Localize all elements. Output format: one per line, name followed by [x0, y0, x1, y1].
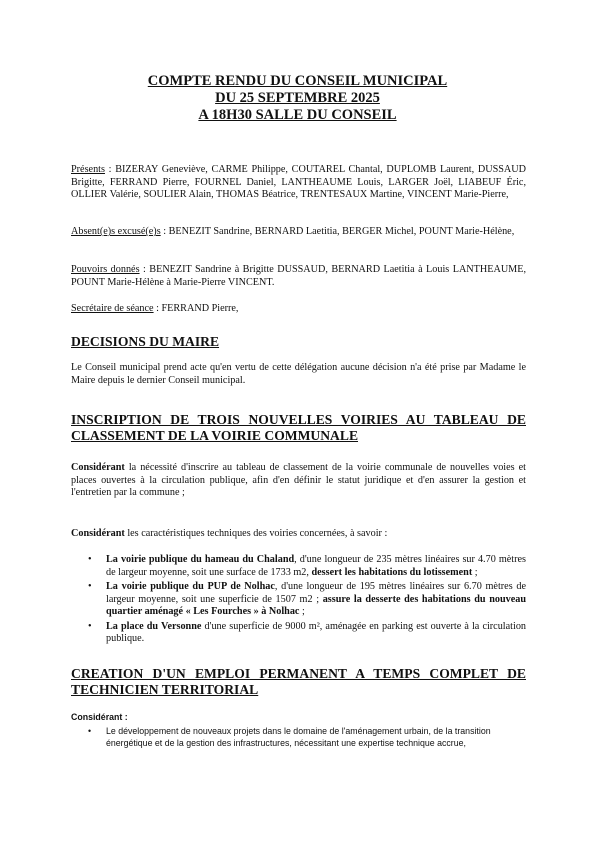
voiries-list [71, 554, 526, 646]
proxies [71, 264, 526, 289]
present-label: Présents [71, 164, 105, 175]
heading-decisions: DECISIONS DU MAIRE [71, 334, 220, 349]
heading-voiries: INSCRIPTION DE TROIS NOUVELLES VOIRIES AU TABLEAU DE CLASSEMENT DE LA VOIRIE COMMUNALE [71, 412, 526, 443]
bullet-icon: • [88, 554, 92, 565]
proxy-label: Pouvoirs donnés [71, 264, 140, 275]
heading-emploi: CREATION D'UN EMPLOI PERMANENT A TEMPS COMPLET DE TECHNICIEN TERRITORIAL [71, 666, 526, 697]
considerant-1-text: la nécessité d'inscrire au tableau de classement de la voirie communale de nouvelles voies et places ouvertes à la circulation publique, afin d'en définir le statut juridique et d'en assurer la gestion et l'entretien par la commune ; [71, 462, 526, 498]
bullet-icon: • [88, 581, 92, 592]
emploi-considerant-label: Considérant : [71, 712, 128, 722]
absent-list: : BENEZIT Sandrine, BERNARD Laetitia, BERGER Michel, POUNT Marie-Hélène, [160, 226, 515, 237]
secretary [71, 303, 526, 316]
absent-members [71, 226, 526, 239]
secretary-name: : FERRAND Pierre, [153, 303, 239, 314]
title-line-2: DU 25 SEPTEMBRE 2025 [215, 90, 380, 106]
considerant-1-label: Considérant [71, 462, 125, 473]
list-item: • Le développement de nouveaux projets dans le domaine de l'aménagement urbain, de la transition énergétique et de la gestion des infrastructures, nécessitant une expertise technique accrue, [88, 726, 491, 748]
considerant-2-text: les caractéristiques techniques des voiries concernées, à savoir : [124, 528, 388, 539]
list-item: • La voirie publique du hameau du Chaland, d'une longueur de 235 mètres linéaires sur 4.70 mètres de largeur moyenne, soit une surface de 1733 m2, dessert les habitations du lotissement ; [88, 554, 526, 578]
decisions-text: Le Conseil municipal prend acte qu'en vertu de cette délégation aucune décision n'a été prise par Madame le Maire depuis le dernier Conseil municipal. [71, 362, 526, 386]
list-item: • La place du Versonne d'une superficie de 9000 m², aménagée en parking est ouverte à la circulation publique. [88, 620, 527, 644]
secretary-label: Secrétaire de séance [71, 303, 154, 314]
emploi-list [71, 725, 526, 749]
absent-label: Absent(e)s excusé(e)s [71, 226, 161, 237]
title-line-3: A 18H30 SALLE DU CONSEIL [198, 107, 397, 123]
bullet-icon: • [88, 620, 92, 632]
present-list: : BIZERAY Geneviève, CARME Philippe, COUTAREL Chantal, DUPLOMB Laurent, DUSSAUD Brigitte, FERRAND Pierre, FOURNEL Daniel, LANTHEAUME Louis, LARGER Joël, LIABEUF Éric, OLLIER Valérie, SOULIER Alain, THOMAS Béatrice, TRENTESAUX Martine, VINCENT Marie-Pierre, [71, 164, 526, 200]
voiries-considerant-2 [71, 528, 526, 541]
title-line-1: COMPTE RENDU DU CONSEIL MUNICIPAL [147, 73, 448, 89]
bullet-icon: • [88, 726, 92, 736]
voiries-considerant-1 [71, 462, 526, 500]
proxy-list: : BENEZIT Sandrine à Brigitte DUSSAUD, BERNARD Laetitia à Louis LANTHEAUME, POUNT Marie-Hélène à Marie-Pierre VINCENT. [71, 264, 527, 288]
page-title [60, 73, 535, 124]
present-members [71, 164, 526, 202]
list-item: • La voirie publique du PUP de Nolhac, d'une longueur de 195 mètres linéaires sur 6.70 mètres de largeur moyenne, soit une superficie de 1507 m2 ; assure la desserte des habitations du nouveau quartier aménagé « Les Fourches » à Nolhac ; [88, 581, 527, 617]
considerant-2-label: Considérant [71, 528, 125, 539]
